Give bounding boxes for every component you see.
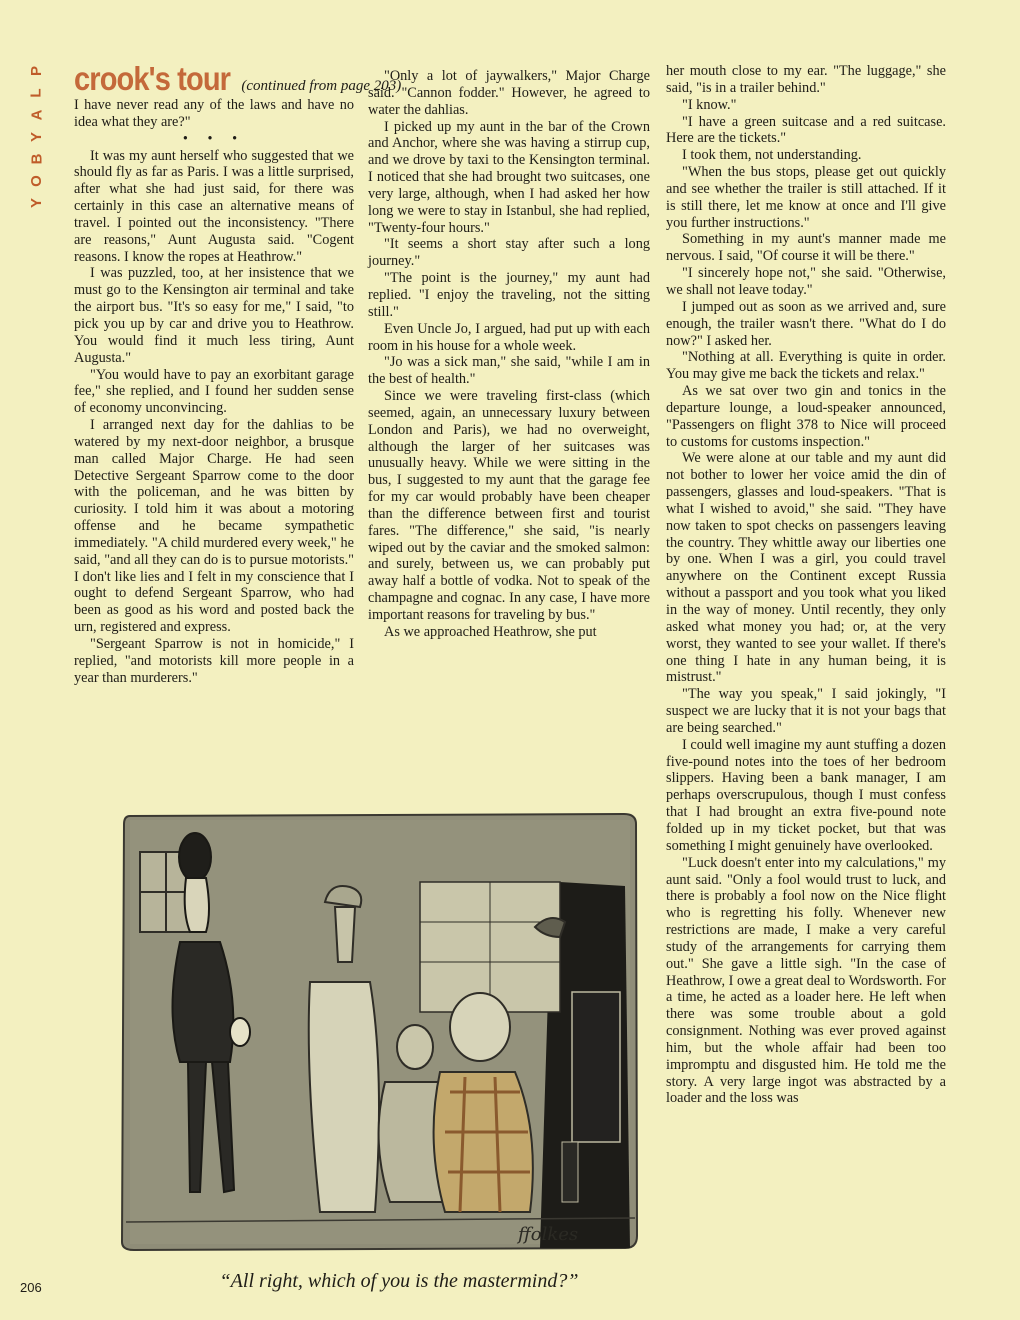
paragraph: I arranged next day for the dahlias to be watered by my next-door neighbor, a brusque man called Major Charge. He had seen Detective Sergeant Sparrow come to the door with the policeman, and he was bitten by curiosity. I told him it was about a motoring offense and he became sympathetic immediately. "A child murdered every week," he said, "and all they can do is to pursue motorists." I don't like lies and I felt in my conscience that I ought to defend Sergeant Sparrow, who had been as good as his word and posted back the urn, registered and express. xyxy=(74,417,354,636)
paragraph: I have never read any of the laws and have no idea what they are?" xyxy=(74,97,354,130)
masthead-letter: L xyxy=(27,88,45,98)
paragraph: "Jo was a sick man," she said, "while I am in the best of health." xyxy=(368,354,650,388)
paragraph: "When the bus stops, please get out quickly and see whether the trailer is still attached. If it is still there, let me know at once and I'll give you further instructions." xyxy=(666,164,946,231)
masthead xyxy=(24,60,50,214)
paragraph: "I sincerely hope not," she said. "Otherwise, we shall not leave today." xyxy=(666,265,946,298)
paragraph: "It seems a short stay after such a long journey." xyxy=(368,236,650,270)
cartoon-caption: “All right, which of you is the mastermind?” xyxy=(219,1270,579,1292)
paragraph: It was my aunt herself who suggested that we should fly as far as Paris. I was a little surprised, after what she had just said, for there was certainly in this case an alternative means of travel. I pointed out the inconsistency. "There are reasons," Aunt Augusta said. "Cogent reasons. I know the ropes at Heathrow." xyxy=(74,147,354,265)
paragraph: her mouth close to my ear. "The luggage," she said, "is in a trailer behind." xyxy=(666,63,946,96)
cartoon-illustration xyxy=(120,812,641,1254)
paragraph: As we sat over two gin and tonics in the departure lounge, a loud-speaker announced, "Passengers on flight 378 to Nice will proceed to customs for customs inspection." xyxy=(666,383,946,450)
masthead-letter: A xyxy=(28,109,45,121)
paragraph: "I have a green suitcase and a red suitcase. Here are the tickets." xyxy=(666,113,946,147)
continued-note: (continued from page 203) xyxy=(241,78,402,94)
article-title: crook's tour xyxy=(74,60,231,97)
masthead-letter: Y xyxy=(27,131,45,143)
paragraph: I took them, not understanding. xyxy=(682,147,862,164)
page-number: 206 xyxy=(20,1280,42,1295)
paragraph: Even Uncle Jo, I argued, had put up with each room in his house for a whole week. xyxy=(368,320,650,354)
section-break: • • • xyxy=(182,130,246,147)
paragraph: Since we were traveling first-class (which seemed, again, an unnecessary luxury between London and Paris), we had no overweight, although the larger of her suitcases was unusually heavy. While we were sitting in the bus, I suggested to my aunt that the garage fee for my car would probably have been cheaper than the difference between first and tourist fares. "The difference," she said, "is nearly wiped out by the caviar and the smoked salmon: and surely, between us, we can probably put away half a bottle of vodka. Not to speak of the champagne and cognac. In any case, I have more important reasons for traveling by bus." xyxy=(368,388,650,623)
paragraph: As we approached Heathrow, she put xyxy=(384,623,597,640)
paragraph: I was puzzled, too, at her insistence that we must go to the Kensington air terminal and take the airport bus. "It's so easy for me," I said, "to pick you up by car and drive you to Heathrow. You would find it much less tiring, Aunt Augusta." xyxy=(74,265,354,366)
paragraph: "I know." xyxy=(682,96,737,113)
masthead-letter: Y xyxy=(27,197,45,209)
masthead-letter: O xyxy=(27,175,45,187)
cartoonist-signature: ffolkes xyxy=(518,1224,579,1245)
article-header xyxy=(74,60,401,96)
paragraph: "Only a lot of jaywalkers," Major Charge said. "Cannon fodder." However, he agreed to water the dahlias. xyxy=(368,68,650,118)
paragraph: "You would have to pay an exorbitant garage fee," she replied, and I found her sudden sense of economy unconvincing. xyxy=(74,366,354,417)
paragraph: I could well imagine my aunt stuffing a dozen five-pound notes into the toes of her bedroom slippers. Having been a bank manager, I am perhaps overscrupulous, though I must confess that I had brought an extra five-pound note folded up in my ticket pocket, but that was something I might genuinely have overlooked. xyxy=(666,736,946,854)
paragraph: We were alone at our table and my aunt did not bother to lower her voice amid the din of passengers, glasses and loud-speakers. "That is what I wished to avoid," she said. "They have now taken to spot checks on passengers leaving the country. They whittle away our liberties one by one. When I was a girl, you could travel anywhere on the Continent except Russia without a passport and you took what you liked in the way of money. Until recently, they only asked what money you had; or, at the very worst, they wanted to see your wallet. If there's one thing I hate in any human being, it is mistrust." xyxy=(666,450,946,686)
text-column-2 xyxy=(368,68,650,641)
paragraph: I picked up my aunt in the bar of the Crown and Anchor, where she was having a stirrup cup, and we drove by taxi to the Kensington terminal. I noticed that she had brought two suitcases, one very large, although, when I had asked her how long we were to stay in Istanbul, she had replied, "Twenty-four hours." xyxy=(368,118,650,236)
masthead-letter: B xyxy=(28,153,45,165)
paragraph: "The way you speak," I said jokingly, "I suspect we are lucky that it is not your bags that are being searched." xyxy=(666,686,946,736)
paragraph: "Luck doesn't enter into my calculations," my aunt said. "Only a fool would trust to luck, and there is probably a fool now on the Nice flight who is regretting his folly. Whenever new restrictions are made, I make a very careful study of the arrangements for carrying them out." She gave a little sigh. "In the case of Heathrow, I owe a great deal to Wordsworth. For a time, he acted as a loader here. He left when there was some trouble about a gold consignment. Nothing was ever proved against him, but the whole affair had been too impromptu and disgusted him. He told me the story. A very large ingot was abstracted by a loader and the loss was xyxy=(666,854,946,1107)
paragraph: "The point is the journey," my aunt had replied. "I enjoy the traveling, not the sitting still." xyxy=(368,270,650,320)
paragraph: Something in my aunt's manner made me nervous. I said, "Of course it will be there." xyxy=(666,231,946,265)
paragraph: I jumped out as soon as we arrived and, sure enough, the trailer wasn't there. "What do I do now?" I asked her. xyxy=(666,298,946,349)
masthead-letter: P xyxy=(27,65,45,77)
text-column-1 xyxy=(74,97,354,687)
paragraph: "Sergeant Sparrow is not in homicide," I replied, "and motorists kill more people in a year than murderers." xyxy=(74,636,354,686)
paragraph: "Nothing at all. Everything is quite in order. You may give me back the tickets and relax." xyxy=(666,349,946,383)
text-column-3 xyxy=(666,63,946,1107)
safe-interior-illustration xyxy=(420,882,560,1012)
